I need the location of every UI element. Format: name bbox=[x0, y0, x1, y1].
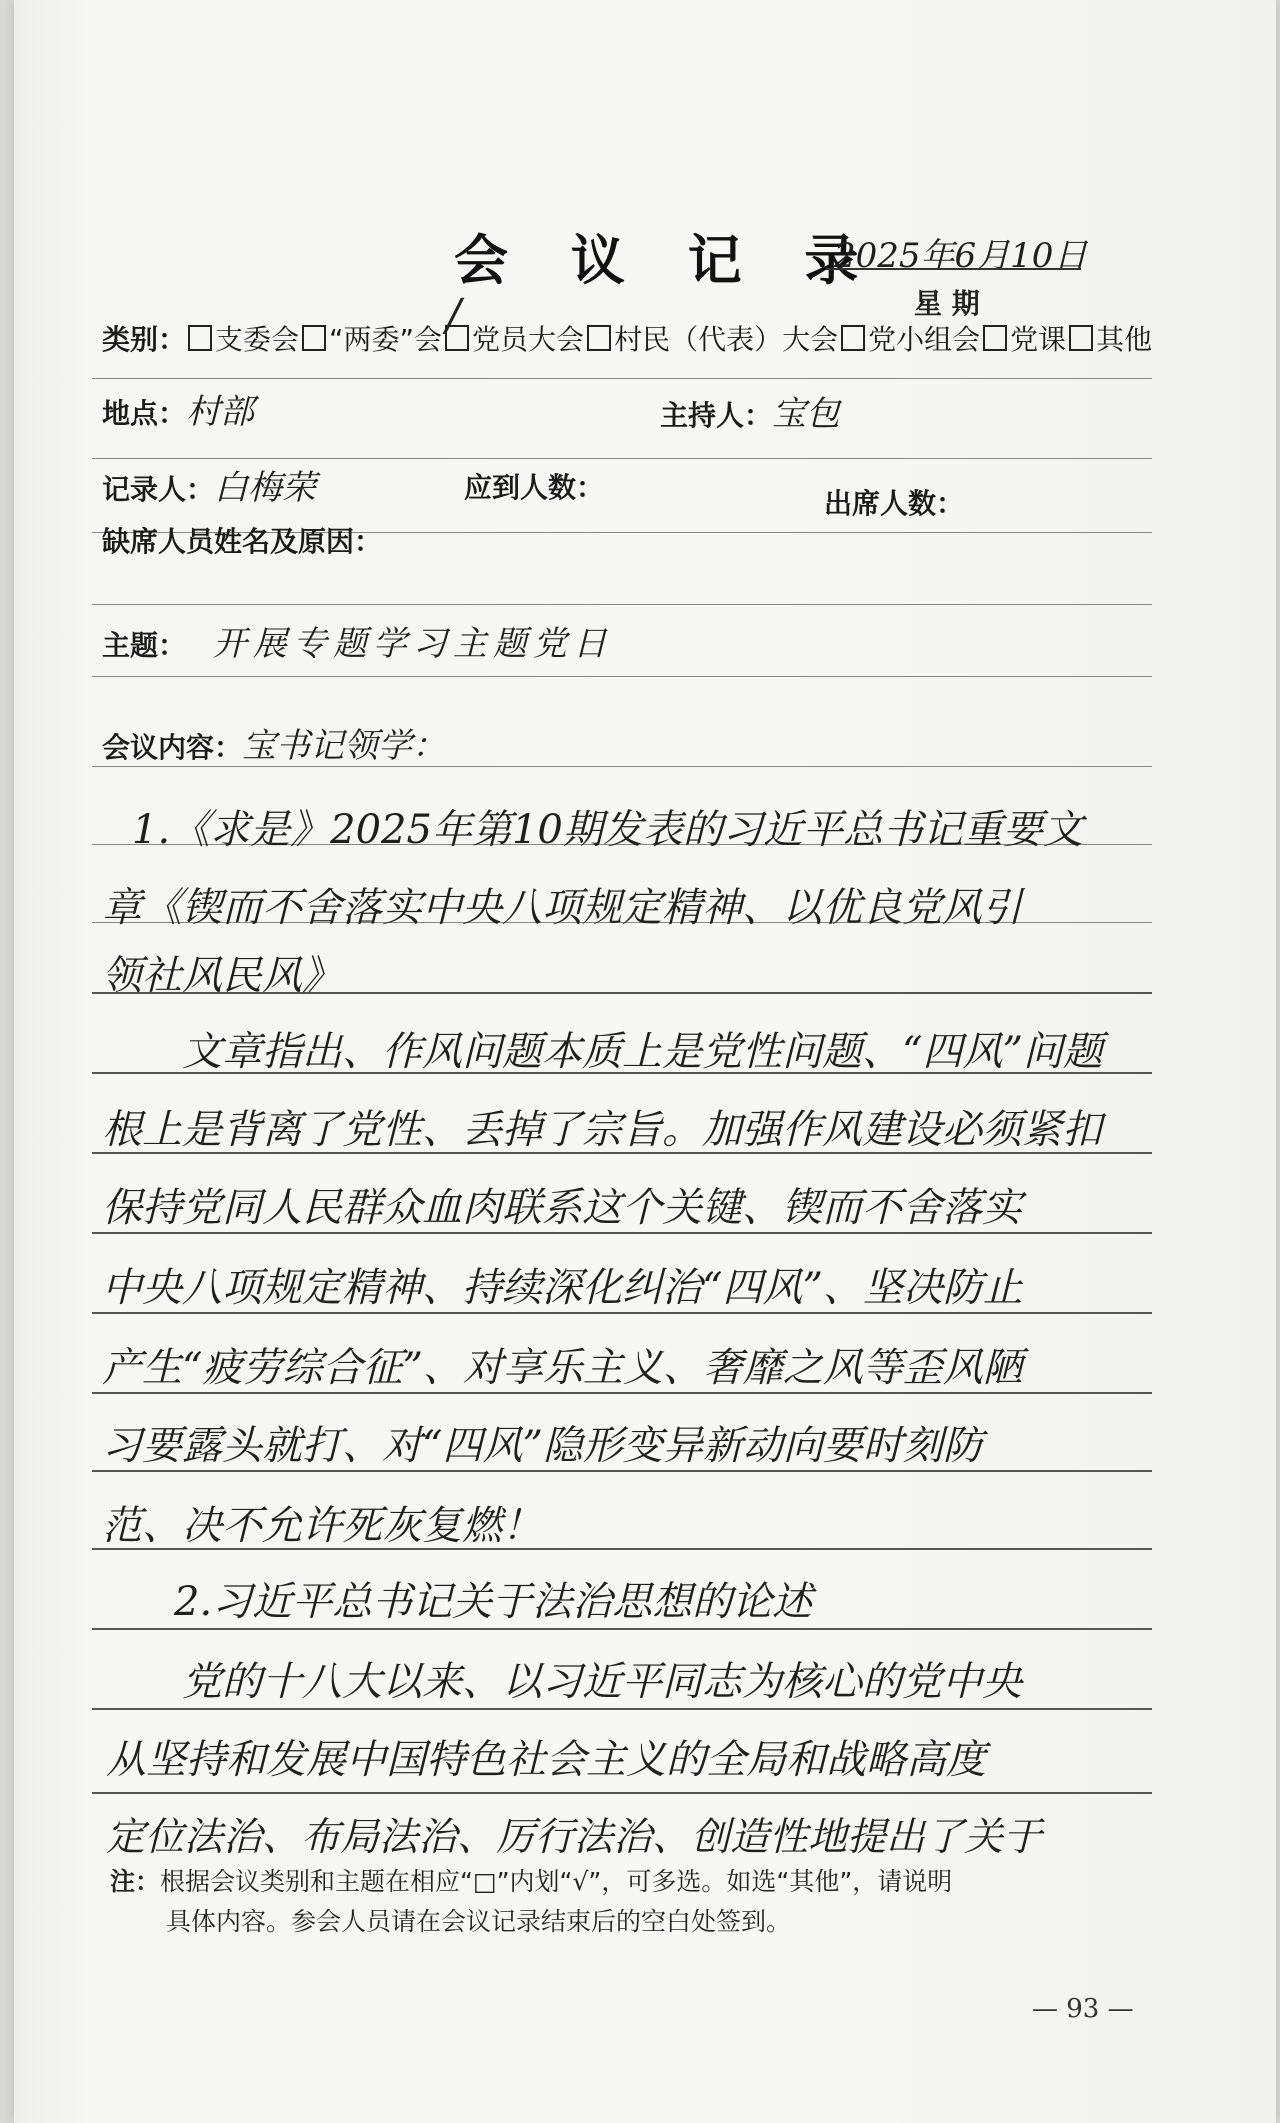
location-field bbox=[102, 384, 254, 433]
checkbox-icon bbox=[188, 325, 212, 351]
ruled-line bbox=[92, 676, 1152, 677]
content-line: 中央八项规定精神、持续深化纠治“四风”、坚决防止 bbox=[102, 1265, 1023, 1311]
content-field bbox=[102, 718, 446, 767]
expected-count-label: 应到人数： bbox=[464, 471, 605, 504]
ruled-line bbox=[92, 378, 1152, 379]
topic-field bbox=[102, 616, 613, 665]
note-label: 注： bbox=[110, 1867, 161, 1896]
content-label: 会议内容： bbox=[102, 731, 243, 764]
content-line: 文章指出、作风问题本质上是党性问题、“四风”问题 bbox=[182, 1029, 1103, 1075]
content-line: 定位法治、布局法治、厉行法治、创造性地提出了关于 bbox=[106, 1815, 1043, 1860]
location-label: 地点： bbox=[102, 397, 187, 430]
category-label: 类别： bbox=[102, 323, 187, 356]
content-line: 党的十八大以来、以习近平同志为核心的党中央 bbox=[182, 1659, 1022, 1705]
category-option: 党课 bbox=[1010, 323, 1067, 356]
date-underline bbox=[826, 268, 1081, 270]
absent-label: 缺席人员姓名及原因： bbox=[102, 525, 383, 558]
recorder-value: 白梅荣 bbox=[214, 468, 317, 508]
checkbox-icon bbox=[983, 325, 1007, 351]
host-value: 宝包 bbox=[772, 394, 841, 434]
topic-label: 主题： bbox=[102, 629, 187, 662]
note-text-line1: 根据会议类别和主题在相应“□”内划“√”，可多选。如选“其他”，请说明 bbox=[160, 1867, 953, 1896]
attended-count-field bbox=[824, 482, 964, 522]
content-line: 章《锲而不舍落实中央八项规定精神、以优良党风引 bbox=[102, 885, 1022, 931]
location-value: 村部 bbox=[186, 392, 255, 432]
checkbox-icon bbox=[302, 325, 326, 351]
category-option: “两委”会 bbox=[329, 323, 443, 356]
content-first-line: 宝书记领学： bbox=[242, 726, 447, 766]
footer-note bbox=[110, 1862, 1150, 1942]
content-line: 2.习近平总书记关于法治思想的论述 bbox=[174, 1579, 813, 1625]
notebook-page bbox=[14, 0, 1276, 2123]
ruled-line bbox=[92, 1628, 1152, 1630]
ruled-line bbox=[92, 1792, 1152, 1794]
category-option: 村民（代表）大会 bbox=[614, 323, 839, 356]
content-line: 从坚持和发展中国特色社会主义的全局和战略高度 bbox=[106, 1737, 986, 1783]
content-line: 产生“疲劳综合征”、对享乐主义、奢靡之风等歪风陋 bbox=[102, 1345, 1023, 1391]
absent-field bbox=[102, 520, 382, 560]
category-option: 其他 bbox=[1096, 323, 1153, 356]
checkbox-icon bbox=[587, 325, 611, 351]
page-number: — 93 — bbox=[1032, 1994, 1134, 2024]
checkmark-icon: / bbox=[446, 290, 461, 341]
ruled-line bbox=[92, 458, 1152, 459]
content-line: 保持党同人民群众血肉联系这个关键、锲而不舍落实 bbox=[102, 1185, 1022, 1231]
ruled-line bbox=[92, 1708, 1152, 1710]
content-line: 1.《求是》2025年第10期发表的习近平总书记重要文 bbox=[132, 807, 1083, 853]
category-option: 党小组会 bbox=[868, 323, 981, 356]
recorder-label: 记录人： bbox=[102, 473, 215, 506]
content-line: 习要露头就打、对“四风”隐形变异新动向要时刻防 bbox=[102, 1423, 983, 1469]
content-line: 领社风民风》 bbox=[102, 953, 342, 999]
meeting-date: 2025年6月10日 bbox=[834, 236, 1088, 276]
category-row bbox=[102, 318, 1153, 358]
note-text-line2: 具体内容。参会人员请在会议记录结束后的空白处签到。 bbox=[166, 1907, 792, 1936]
host-field bbox=[660, 386, 840, 435]
content-line: 根上是背离了党性、丢掉了宗旨。加强作风建设必须紧扣 bbox=[102, 1107, 1102, 1153]
category-option: 支委会 bbox=[215, 323, 300, 356]
topic-value: 开展专题学习主题党日 bbox=[212, 624, 613, 664]
content-line: 范、决不允许死灰复燃！ bbox=[102, 1503, 542, 1549]
host-label: 主持人： bbox=[660, 399, 773, 432]
expected-count-field bbox=[464, 466, 604, 506]
page-title: 会 议 记 录 bbox=[454, 228, 881, 292]
category-option: 党员大会 bbox=[472, 323, 585, 356]
recorder-field bbox=[102, 460, 316, 509]
checkbox-icon bbox=[841, 325, 865, 351]
weekday-label: 星 期 bbox=[914, 287, 980, 320]
checkbox-icon bbox=[1069, 325, 1093, 351]
attended-count-label: 出席人数： bbox=[824, 487, 965, 520]
ruled-line bbox=[92, 604, 1152, 605]
